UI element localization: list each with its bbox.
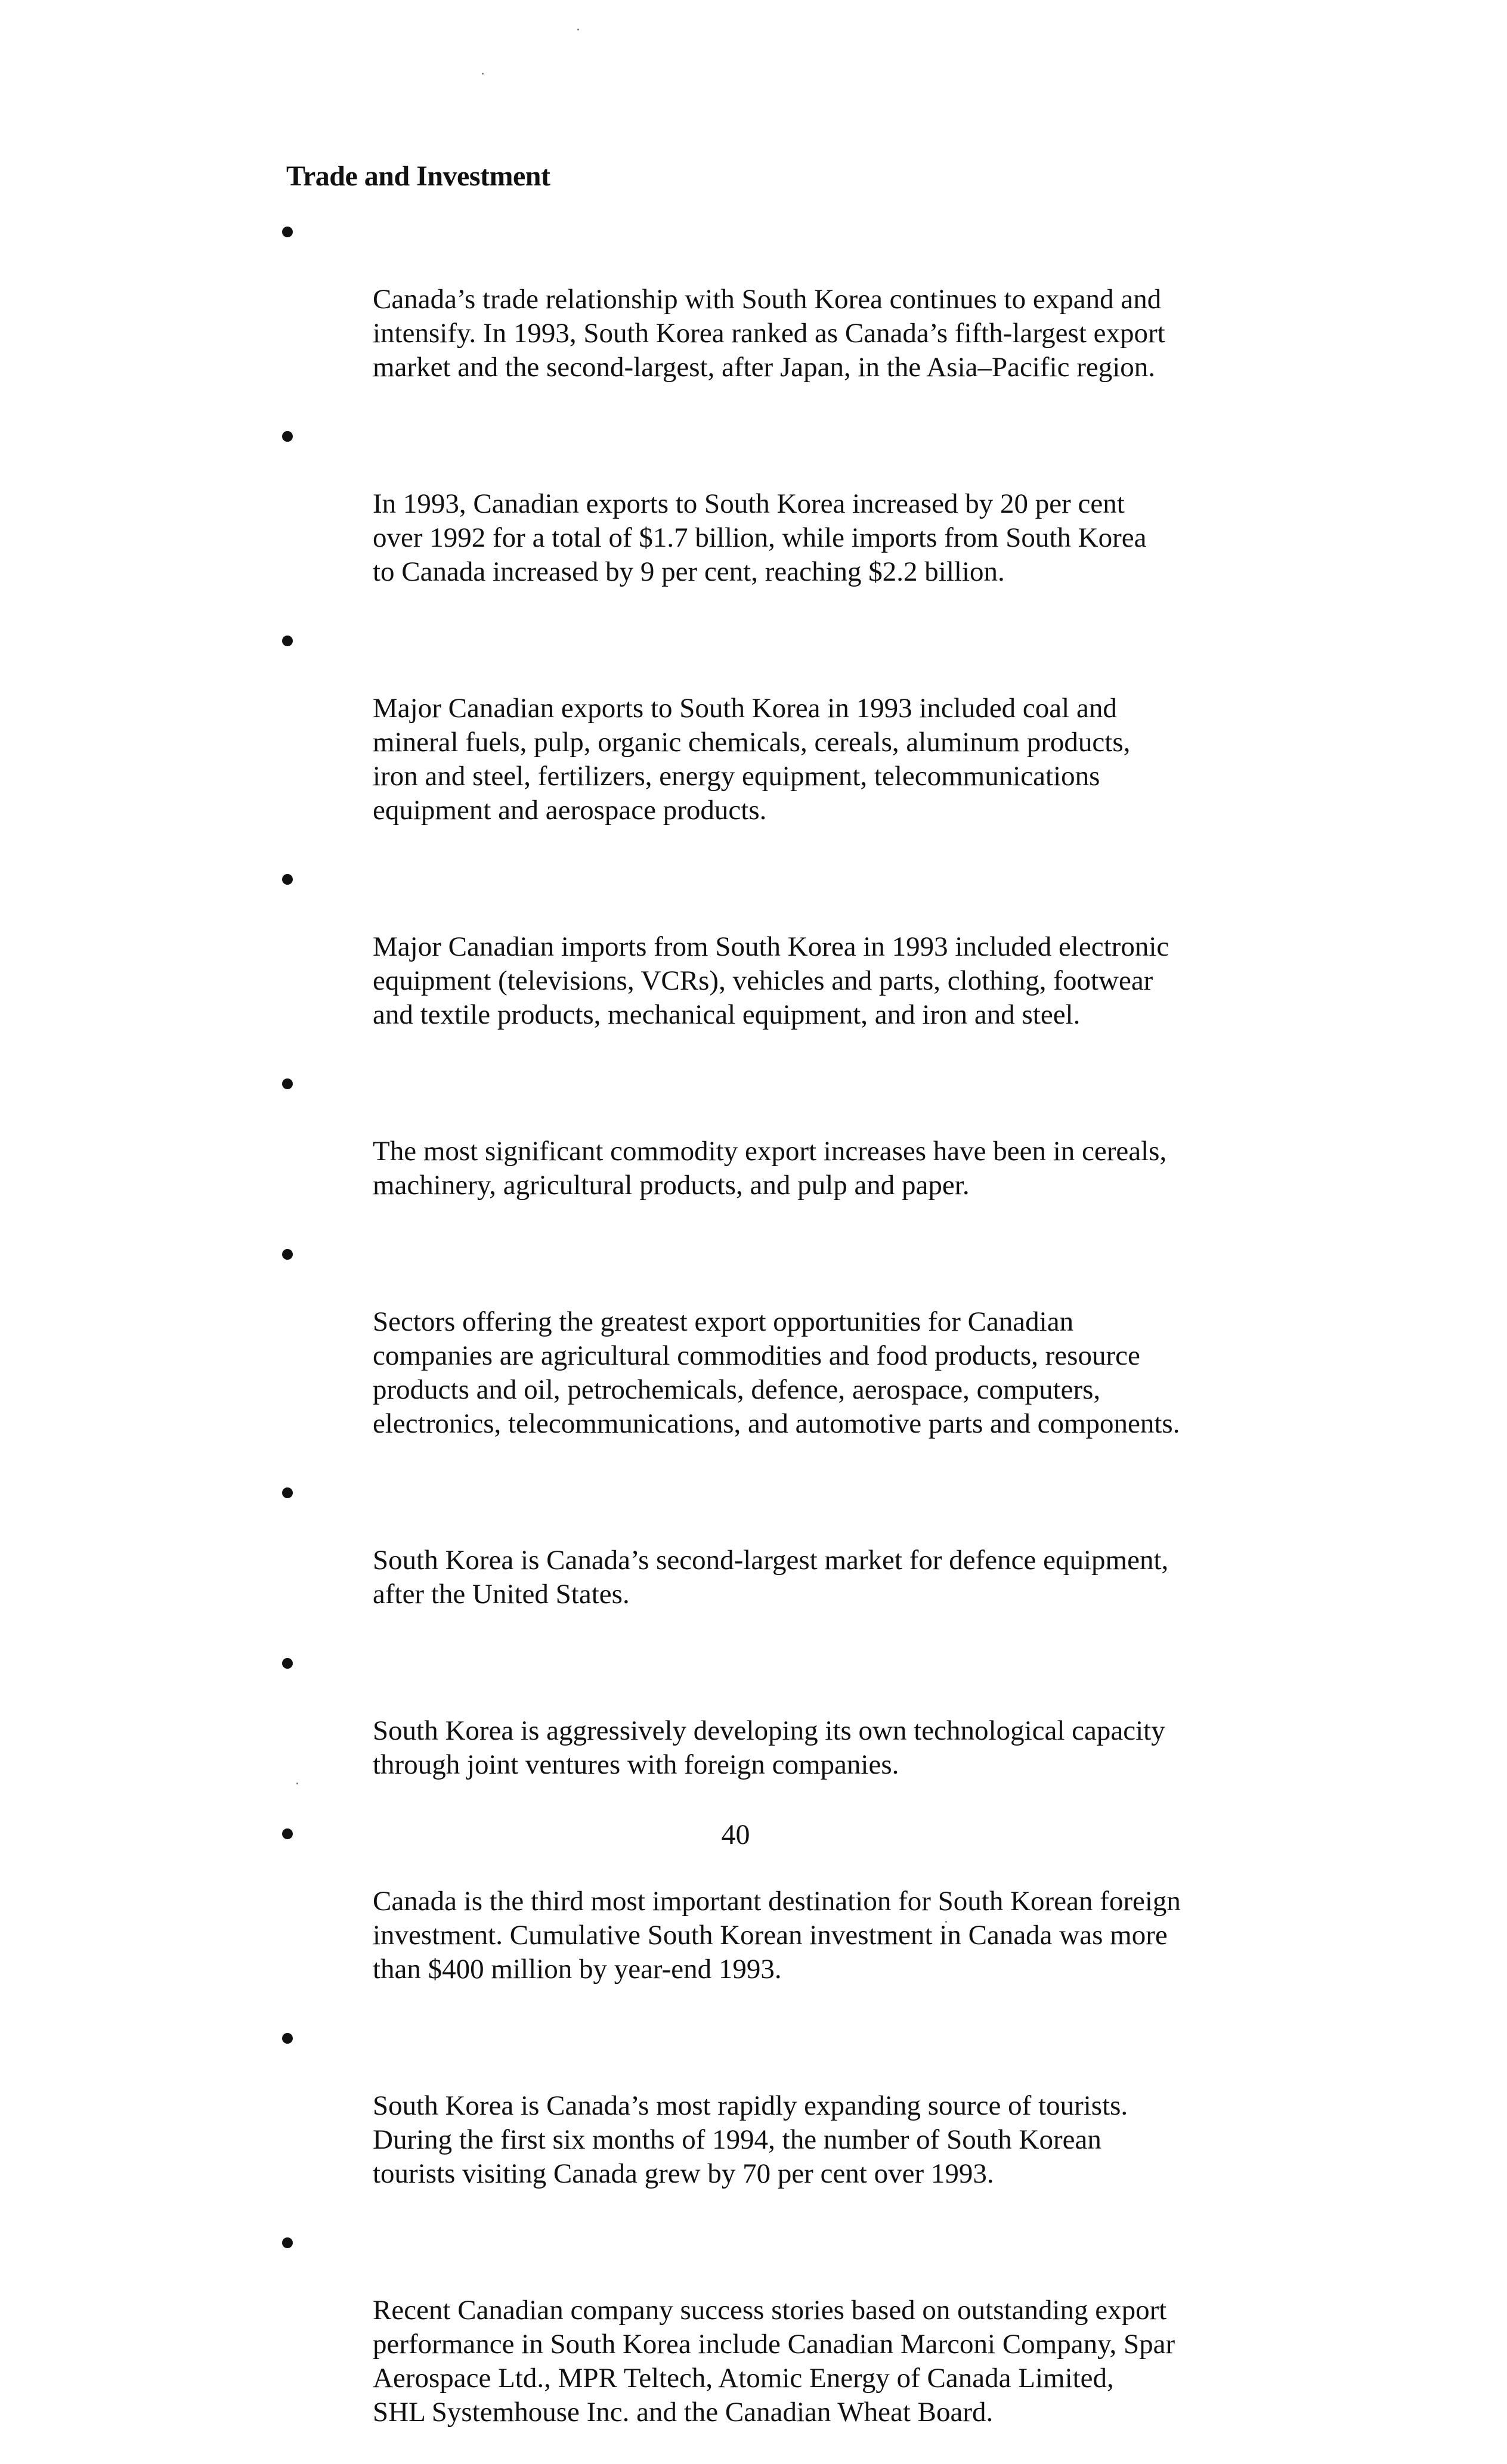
section-heading: Trade and Investment: [286, 160, 550, 192]
bullet-item: [280, 1237, 1276, 1441]
bullet-text: Major Canadian imports from South Korea in 1993 included electronic equipment (televisions, VCRs), vehicles and parts, clothing, footwear and textile products, mechanical equipment, and iron and steel.: [373, 931, 1169, 1030]
bullet-icon: [282, 2033, 293, 2044]
bullet-item: [280, 215, 1276, 385]
bullet-item: [280, 419, 1276, 589]
bullet-icon: [282, 1249, 293, 1260]
scan-speck: [577, 29, 579, 30]
bullet-text: South Korea is aggressively developing its own technological capacity through joint ventures with foreign companies.: [373, 1715, 1165, 1780]
bullet-item: [280, 1067, 1276, 1202]
bullet-text: The most significant commodity export increases have been in cereals, machinery, agricultural products, and pulp and paper.: [373, 1136, 1167, 1201]
bullet-item: [280, 624, 1276, 827]
bullet-icon: [282, 1487, 293, 1498]
bullet-list: [280, 215, 1276, 2464]
bullet-icon: [282, 1658, 293, 1669]
page-number: 40: [721, 1819, 750, 1851]
bullet-item: [280, 2021, 1276, 2191]
bullet-text: South Korea is Canada’s second-largest market for defence equipment, after the United States.: [373, 1545, 1169, 1610]
bullet-text: South Korea is Canada’s most rapidly expanding source of tourists. During the first six months of 1994, the number of South Korean tourists visiting Canada grew by 70 per cent over 1993.: [373, 2090, 1128, 2189]
bullet-icon: [282, 1078, 293, 1089]
bullet-text: Recent Canadian company success stories based on outstanding export performance in South Korea include Canadian Marconi Company, Spar Aerospace Ltd., MPR Teltech, Atomic Energy of Canada Limited, SHL Systemhouse Inc. and the Canadian Wheat Board.: [373, 2295, 1175, 2428]
bullet-icon: [282, 636, 293, 646]
bullet-text: Canada is the third most important destination for South Korean foreign investment. Cumulative South Korean investment in Canada was more than $400 million by year-end 1993.: [373, 1886, 1181, 1985]
scan-speck: [482, 73, 484, 75]
bullet-item: [280, 2226, 1276, 2429]
bullet-text: Sectors offering the greatest export opportunities for Canadian companies are agricultural commodities and food products, resource products and oil, petrochemicals, defence, aerospace, computers, electronics, telecommunications, and automotive parts and components.: [373, 1306, 1180, 1439]
bullet-item: [280, 1646, 1276, 1782]
bullet-item: [280, 1476, 1276, 1611]
bullet-icon: [282, 227, 293, 237]
bullet-icon: [282, 431, 293, 442]
bullet-text: In 1993, Canadian exports to South Korea increased by 20 per cent over 1992 for a total of $1.7 billion, while imports from South Korea to Canada increased by 9 per cent, reaching $2.2 billion.: [373, 488, 1147, 587]
bullet-text: Canada’s trade relationship with South Korea continues to expand and intensify. In 1993, South Korea ranked as Canada’s fifth-largest export market and the second-largest, after Japan, in the Asia–Pacific region.: [373, 284, 1165, 383]
bullet-text: Major Canadian exports to South Korea in 1993 included coal and mineral fuels, pulp, organic chemicals, cereals, aluminum products, iron and steel, fertilizers, energy equipment, telecommunications equipment and aerospace products.: [373, 693, 1131, 826]
bullet-icon: [282, 874, 293, 885]
bullet-item: [280, 862, 1276, 1032]
bullet-icon: [282, 2237, 293, 2248]
